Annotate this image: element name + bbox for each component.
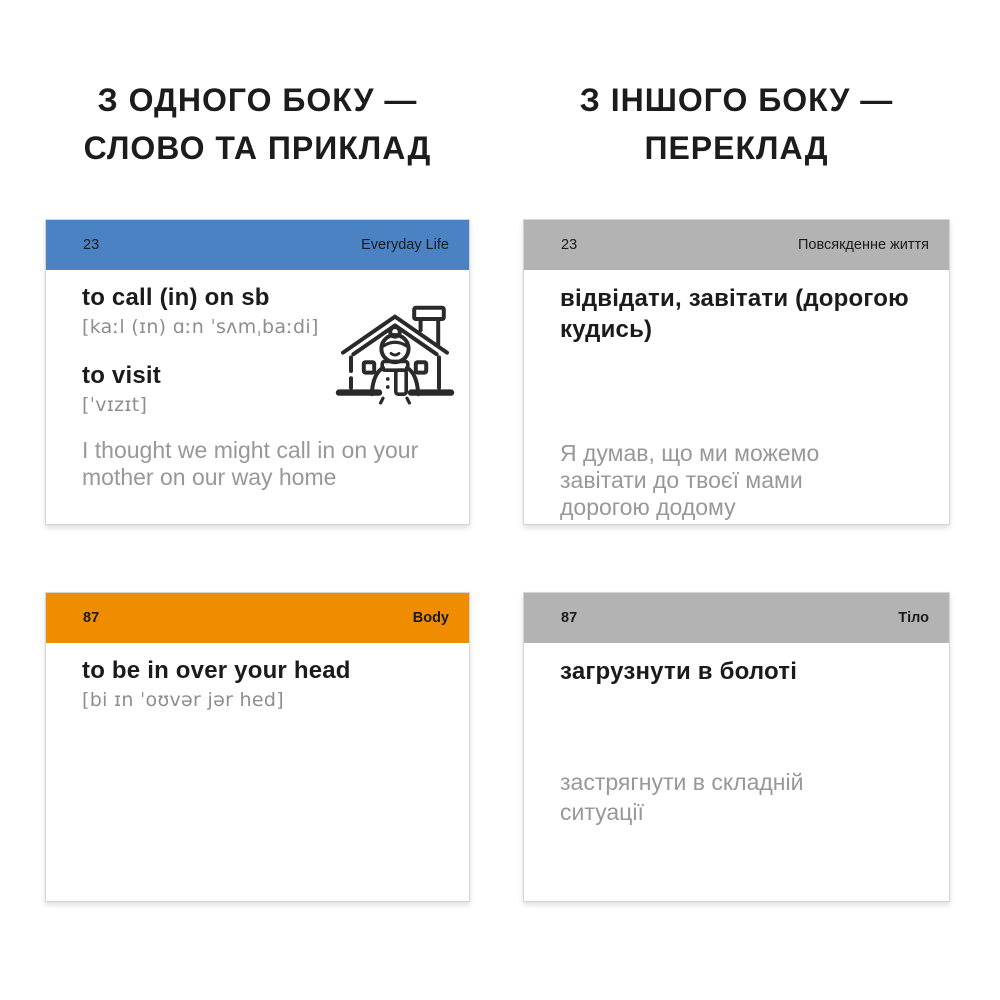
translation: загрузнути в болоті [560, 658, 798, 685]
card-number: 87 [83, 610, 100, 626]
example-translation: Я думав, що ми можемо завітати до твоєї мами дорогою додому [560, 440, 820, 520]
left-heading-line1: З ОДНОГО БОКУ — [97, 82, 418, 118]
card-category: Body [412, 610, 449, 626]
translation: відвідати, завітати (дорогою кудись) [560, 285, 909, 343]
flashcard-front-23 [45, 219, 470, 525]
flashcard-back-87 [523, 592, 950, 902]
headword: to be in over your head [82, 657, 351, 684]
right-heading-line2: ПЕРЕКЛАД [644, 130, 829, 166]
flashcard-front-87 [45, 592, 470, 902]
card-header [46, 220, 469, 270]
card-body [46, 270, 469, 524]
house-visit-icon [335, 296, 455, 414]
phonetic-transcription: [kaːl (ɪn) ɑːn ˈsʌmˌbaːdi] [82, 316, 319, 338]
card-category: Повсякденне життя [797, 237, 929, 253]
example-sentence: I thought we might call in on your mother on our way home [82, 437, 419, 490]
left-heading-line2: СЛОВО ТА ПРИКЛАД [83, 130, 432, 166]
left-column-heading [45, 76, 470, 172]
right-heading-line1: З ІНШОГО БОКУ — [579, 82, 894, 118]
card-number: 23 [83, 237, 100, 253]
card-category: Тіло [898, 610, 929, 626]
card-body [46, 643, 469, 901]
card-body [524, 643, 949, 901]
headword: to call (in) on sb [82, 284, 270, 311]
right-column-heading [523, 76, 950, 172]
card-body [524, 270, 949, 524]
phonetic-transcription: [bi ɪn ˈoʊvər jər hed] [82, 689, 284, 711]
card-header [524, 220, 949, 270]
card-number: 23 [561, 237, 578, 253]
card-header [524, 593, 949, 643]
card-header [46, 593, 469, 643]
headword: to visit [82, 362, 161, 389]
example-translation: застрягнути в складній ситуації [560, 769, 804, 825]
card-number: 87 [561, 610, 578, 626]
flashcard-back-23 [523, 219, 950, 525]
phonetic-transcription: [ˈvɪzɪt] [82, 394, 148, 416]
card-category: Everyday Life [361, 237, 449, 253]
